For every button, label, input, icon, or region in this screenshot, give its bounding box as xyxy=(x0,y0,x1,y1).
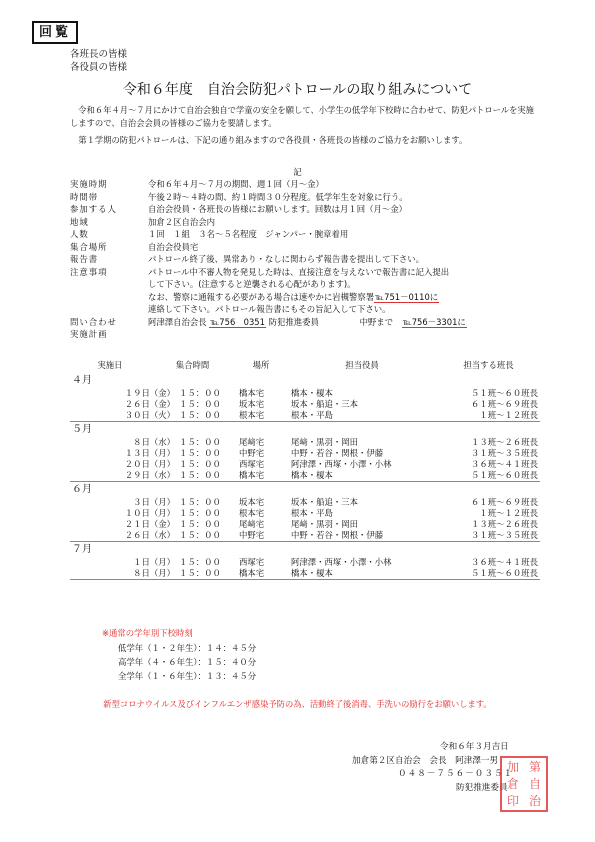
notes-line: 連絡して下さい。パトロール報告書にもその旨記入して下さい。 xyxy=(148,304,391,314)
table-row: ３０日（火） １５：００ 根本宅 根本・平島 １班～１２班長 xyxy=(70,410,540,422)
ki-heading: 記 xyxy=(293,168,302,178)
table-row: １９日（金） １５：００ 橋本宅 橋本・榎本 ５１班～６０班長 xyxy=(124,388,538,398)
organization-signature: 加倉第２区自治会 会長 阿津澤一男 xyxy=(352,756,499,766)
month-heading: ６月 xyxy=(72,484,92,495)
police-phone: ℡751－0110に xyxy=(375,291,439,302)
dismissal-time: 低学年（１・２年生）：１４：４５分 xyxy=(118,643,257,653)
detail-row: 実施時期 令和６年４月～７月の期間、週１回（月～金） xyxy=(70,179,324,189)
detail-row: 注意事項 パトロール中不審人物を発見した時は、直接注意を与えないで報告書に記入提出 xyxy=(70,266,450,277)
intro-paragraph: 令和６年４月～７月にかけて自治会独自で学童の安全を願して、小学生の低学年下校時に合わせて、防犯パトロールを実施しますので、自治会会員の皆様のご協力を要請します。 xyxy=(70,105,534,128)
table-row: ３日（月） １５：００ 坂本宅 坂本・船追・三本 ６１班～６９班長 xyxy=(133,497,538,507)
month-heading: ４月 xyxy=(72,375,92,386)
table-row: １０日（月） １５：００ 根本宅 根本・平島 １班～１２班長 xyxy=(124,508,538,518)
request-paragraph: 第１学期の防犯パトロールは、下記の通り組みますので各役員・各班長の皆様のご協力をお願いします。 xyxy=(78,135,468,145)
circular-badge: 回覧 xyxy=(32,21,78,44)
notes-line: して下さい。(注意すると逆襲される心配があります)。 xyxy=(148,279,356,289)
contact-row: 問い合わせ 阿津澤自治会長 ℡756 0351 防犯推進委員 中野まで ℡756－3301に xyxy=(70,316,466,327)
addressee-officers: 各役員の皆様 xyxy=(70,62,128,73)
table-row: ８日（水） １５：００ 尾﨑宅 尾﨑・黒羽・岡田 １３班～２６班長 xyxy=(133,437,538,447)
dismissal-time: 全学年（１・６年生）：１３：４５分 xyxy=(118,671,257,681)
detail-row: 時間帯 午後２時～４時の間、約１時間３０分程度。低学年生を対象に行う。 xyxy=(70,191,408,202)
detail-row: 参加する人 自治会役員・各班長の皆様にお願いします。回数は月１回（月～金） xyxy=(70,204,407,214)
notes-line: なお、警察に通報する必要がある場合は速やかに岩槻警察署℡751－0110に xyxy=(148,291,439,302)
document-title: 令和６年度 自治会防犯パトロールの取り組みについて xyxy=(122,82,473,98)
schedule-header: 実施日 集合時間 場所 担当役員 担当する班長 xyxy=(97,360,514,370)
detail-row: 集合場所 自治会役員宅 xyxy=(70,241,199,252)
details-section xyxy=(70,178,550,341)
detail-row: 地域 加倉２区自治会内 xyxy=(70,216,215,227)
addressee-leaders: 各班長の皆様 xyxy=(70,49,128,60)
dismissal-time: 高学年（４・６年生）：１５：４０分 xyxy=(118,657,257,667)
table-row: １３日（月） １５：００ 中野宅 中野・若谷・関根・伊藤 ３１班～３５班長 xyxy=(124,448,538,458)
table-row: ２９日（水） １５：００ 橋本宅 橋本・榎本 ５１班～６０班長 xyxy=(70,470,540,482)
table-row: ２６日（水） １５：００ 中野宅 中野・若谷・関根・伊藤 ３１班～３５班長 xyxy=(70,530,540,542)
detail-row: 人数 １回 １組 ３名～５名程度 ジャンパー・腕章着用 xyxy=(70,229,349,239)
dismissal-title: ※通常の学年別下校時刻 xyxy=(102,628,193,638)
infection-notice: 新型コロナウイルス及びインフルエンザ感染予防の為、活動終了後消毒、手洗いの励行をお願いします。 xyxy=(103,699,492,709)
contact-phone: ０４８－７５６－０３５１ xyxy=(398,769,514,779)
month-heading: ５月 xyxy=(72,424,92,435)
table-row: １日（月） １５：００ 西塚宅 阿津澤・西塚・小澤・小林 ３６班～４１班長 xyxy=(133,557,538,567)
committee-phone: ℡756－3301に xyxy=(402,316,466,327)
table-row: ２６日（金） １５：００ 坂本宅 坂本・船追・三本 ６１班～６９班長 xyxy=(124,399,538,409)
committee-signature: 防犯推進委員 xyxy=(456,783,508,793)
association-seal: 加 第 倉 自 印 治 xyxy=(500,756,548,812)
detail-row: 報告書 パトロール終了後、異常あり・なしに関わらず報告書を提出して下さい。 xyxy=(70,254,425,264)
table-row: ８日（月） １５：００ 橋本宅 橋本・榎本 ５１班～６０班長 xyxy=(70,568,540,580)
month-heading: ７月 xyxy=(72,544,92,555)
schedule-table xyxy=(70,357,540,580)
chairman-phone: ℡756 0351 xyxy=(210,316,265,327)
issue-date: 令和６年３月吉日 xyxy=(440,742,509,752)
table-row: ２１日（金） １５：００ 尾﨑宅 尾﨑・黒羽・岡田 １３班～２６班長 xyxy=(124,519,538,529)
plan-label-row: 実施計画 xyxy=(70,329,108,339)
table-row: ２０日（月） １５：００ 西塚宅 阿津澤・西塚・小澤・小林 ３６班～４１班長 xyxy=(124,459,538,469)
